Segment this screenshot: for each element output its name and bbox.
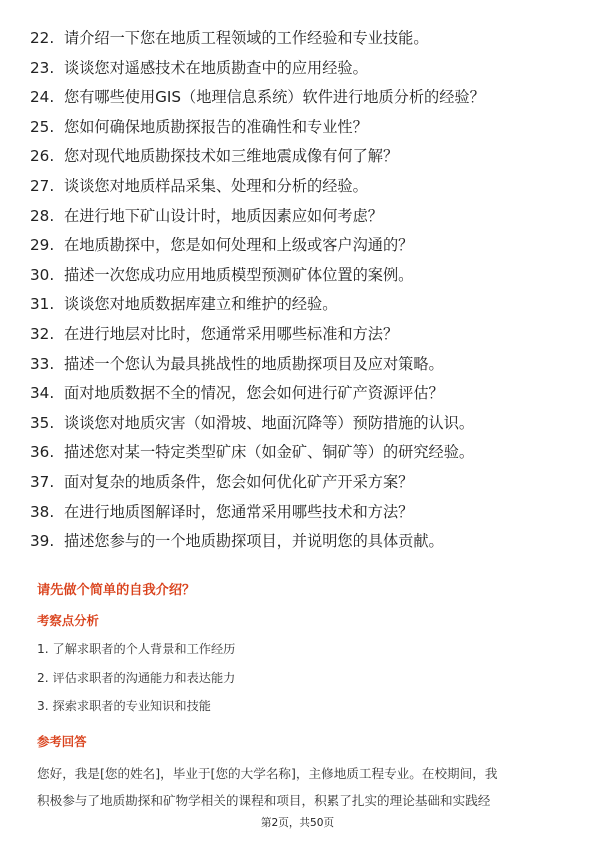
question-item (0, 83, 595, 113)
analysis-item: 1. 了解求职者的个人背景和工作经历 (37, 642, 236, 656)
question-text: 谈谈您对地质样品采集、处理和分析的经验。 (64, 176, 368, 195)
question-text: 在地质勘探中，您是如何处理和上级或客户沟通的？ (64, 236, 414, 255)
question-text: 谈谈您对地质数据库建立和维护的经验。 (64, 295, 338, 314)
question-text: 描述您参与的一个地质勘探项目，并说明您的具体贡献。 (64, 532, 444, 551)
question-number: 27. (30, 176, 55, 195)
analysis-list (37, 640, 235, 726)
question-item (0, 54, 595, 84)
question-text: 在进行地质图解译时，您通常采用哪些技术和方法？ (64, 502, 414, 521)
analysis-item: 3. 探索求职者的专业知识和技能 (37, 699, 211, 713)
question-text: 您有哪些使用GIS（地理信息系统）软件进行地质分析的经验？ (64, 88, 485, 107)
question-text: 面对地质数据不全的情况，您会如何进行矿产资源评估？ (64, 384, 444, 403)
section-title: 请先做个简单的自我介绍？ (37, 583, 196, 598)
question-item (0, 498, 595, 528)
question-number: 32. (30, 324, 55, 343)
question-number: 25. (30, 117, 55, 136)
question-number: 34. (30, 384, 55, 403)
question-number: 28. (30, 206, 55, 225)
question-number: 39. (30, 532, 55, 551)
question-number: 38. (30, 502, 55, 521)
question-item (0, 350, 595, 380)
question-item (0, 290, 595, 320)
question-number: 31. (30, 295, 55, 314)
question-item (0, 231, 595, 261)
question-number: 33. (30, 354, 55, 373)
question-text: 描述一次您成功应用地质模型预测矿体位置的案例。 (64, 265, 414, 284)
question-text: 面对复杂的地质条件，您会如何优化矿产开采方案？ (64, 472, 414, 491)
question-number: 22. (30, 29, 55, 47)
question-text: 描述您对某一特定类型矿床（如金矿、铜矿等）的研究经验。 (64, 443, 475, 462)
question-text: 谈谈您对地质灾害（如滑坡、地面沉降等）预防措施的认识。 (64, 413, 475, 432)
analysis-item: 2. 评估求职者的沟通能力和表达能力 (37, 670, 236, 685)
question-text: 谈谈您对遥感技术在地质勘查中的应用经验。 (64, 58, 368, 77)
question-text: 您如何确保地质勘探报告的准确性和专业性？ (64, 117, 368, 136)
question-item (0, 172, 595, 202)
question-item (0, 409, 595, 439)
question-item (0, 261, 595, 291)
question-number: 35. (30, 413, 55, 432)
question-number: 23. (30, 58, 55, 77)
question-list (0, 24, 595, 557)
answer-line: 您好，我是[您的姓名]，毕业于[您的大学名称]，主修地质工程专业。在校期间，我 (37, 766, 498, 781)
question-item (0, 379, 595, 409)
question-number: 36. (30, 443, 55, 462)
answer-line: 积极参与了地质勘探和矿物学相关的课程和项目，积累了扎实的理论基础和实践经 (37, 793, 491, 808)
question-item (0, 527, 595, 557)
question-text: 您对现代地质勘探技术如三维地震成像有何了解？ (64, 147, 399, 166)
answer-heading: 参考回答 (37, 734, 87, 749)
question-number: 29. (30, 236, 55, 255)
page-number: 第2页，共50页 (260, 817, 335, 829)
question-item (0, 142, 595, 172)
question-item (0, 468, 595, 498)
question-text: 在进行地下矿山设计时，地质因素应如何考虑？ (64, 206, 383, 225)
question-item (0, 438, 595, 468)
question-number: 26. (30, 147, 55, 166)
question-number: 24. (30, 88, 55, 107)
question-text: 描述一个您认为最具挑战性的地质勘探项目及应对策略。 (64, 354, 444, 373)
question-item (0, 113, 595, 143)
answer-body (37, 760, 557, 814)
question-number: 37. (30, 472, 55, 491)
question-text: 请介绍一下您在地质工程领域的工作经验和专业技能。 (64, 29, 429, 47)
question-item (0, 24, 595, 54)
question-item (0, 320, 595, 350)
question-number: 30. (30, 265, 55, 284)
analysis-heading: 考察点分析 (37, 613, 99, 628)
question-text: 在进行地层对比时，您通常采用哪些标准和方法？ (64, 324, 399, 343)
question-item (0, 202, 595, 232)
